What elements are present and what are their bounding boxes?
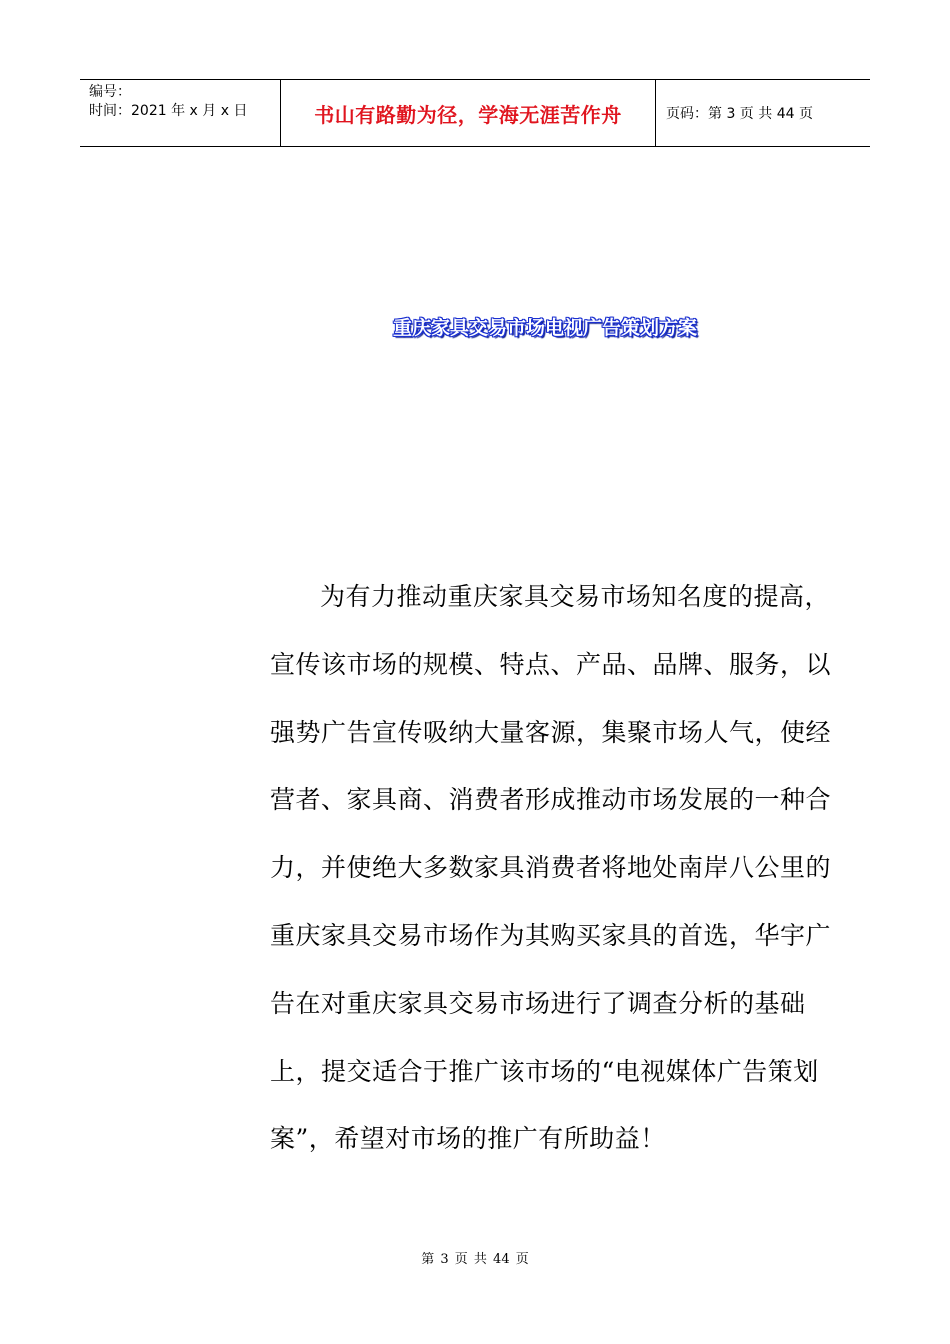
header-motto: 书山有路勤为径，学海无涯苦作舟 <box>314 102 622 127</box>
header-meta <box>80 80 281 146</box>
document-number-label: 编号： <box>89 84 131 100</box>
document-date-label: 时间：2021 年 x 月 x 日 <box>89 103 248 119</box>
header-motto-cell <box>281 80 656 146</box>
header-page-code-cell <box>656 80 870 146</box>
page-footer: 第 3 页 共 44 页 <box>421 1252 529 1267</box>
page-header <box>80 79 870 147</box>
body-paragraph: 为有力推动重庆家具交易市场知名度的提高，宣传该市场的规模、特点、产品、品牌、服务，以强势广告宣传吸纳大量客源，集聚市场人气，使经营者、家具商、消费者形成推动市场发展的一种合力，并使绝大多数家具消费者将地处南岸八公里的重庆家具交易市场作为其购买家具的首选，华宇广告在对重庆家具交易市场进行了调查分析的基础上，提交适合于推广该市场的“电视媒体广告策划案”，希望对市场的推广有所助益！ <box>270 582 832 1154</box>
document-title: 重庆家具交易市场电视广告策划方案 <box>392 317 697 339</box>
header-page-code: 页码：第 3 页 共 44 页 <box>666 106 813 122</box>
document-body <box>270 563 836 1173</box>
